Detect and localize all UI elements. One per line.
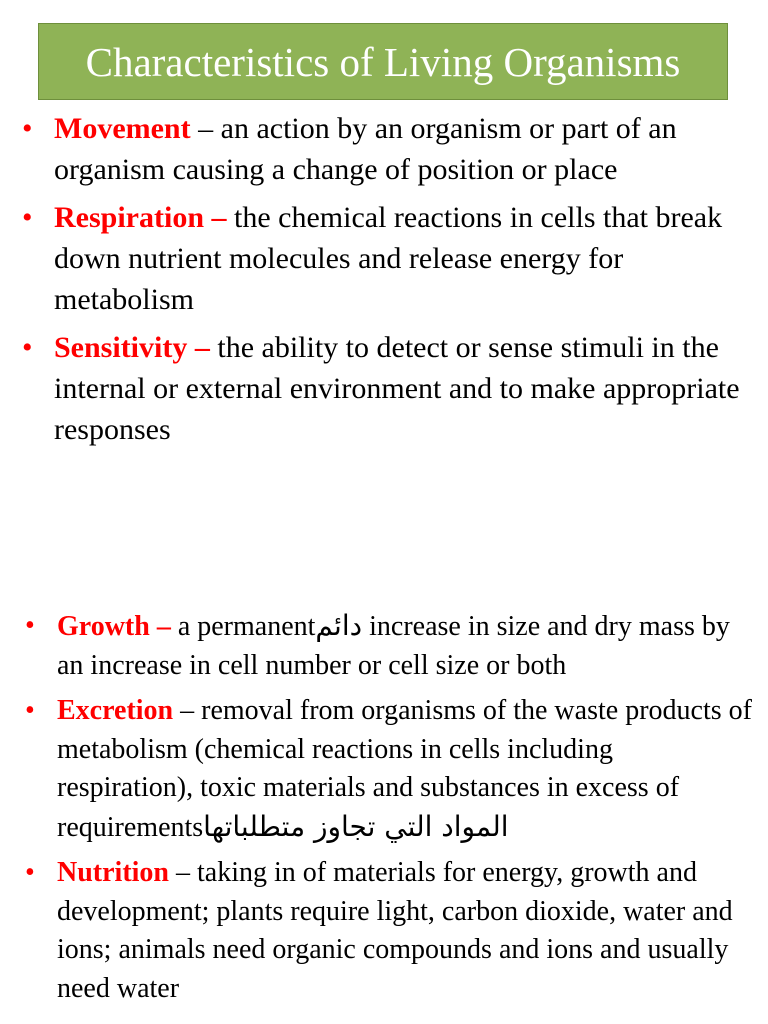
term-definition: a permanent bbox=[170, 611, 316, 642]
term-label: Growth – bbox=[57, 611, 171, 642]
term-definition: – an action by an organism or part of an organism causing a change of position or place bbox=[54, 112, 677, 186]
bullet-icon: • bbox=[22, 201, 33, 234]
bullet-icon: • bbox=[22, 331, 33, 364]
bullet-icon: • bbox=[25, 610, 35, 641]
bullet-icon: • bbox=[22, 112, 33, 145]
list-item-sensitivity bbox=[22, 327, 752, 450]
slide-title-banner bbox=[38, 23, 728, 100]
term-label: Movement bbox=[54, 112, 191, 145]
term-label: Nutrition bbox=[57, 857, 169, 888]
term-label: Respiration – bbox=[54, 201, 227, 234]
list-item-respiration bbox=[22, 197, 752, 320]
term-label: Sensitivity – bbox=[54, 331, 210, 364]
term-definition-cont: increase in size and dry mass by an increase in cell number or cell size or both bbox=[57, 611, 730, 681]
term-definition: – taking in of materials for energy, growth and development; plants require light, carbon dioxide, water and ions; animals need organic compounds and ions and usually need water bbox=[57, 857, 733, 1004]
list-item-movement bbox=[22, 108, 752, 190]
arabic-annotation: دائم bbox=[315, 609, 363, 642]
bullet-icon: • bbox=[25, 695, 35, 726]
bottom-bullet-list bbox=[25, 607, 755, 1015]
term-definition: – removal from organisms of the waste products of metabolism (chemical reactions in cells including respiration), toxic materials and substances in excess of requirements bbox=[57, 695, 752, 843]
arabic-annotation: المواد التي تجاوز متطلباتها bbox=[203, 809, 509, 843]
term-definition: the chemical reactions in cells that break down nutrient molecules and release energy for metabolism bbox=[54, 201, 723, 316]
slide-title: Characteristics of Living Organisms bbox=[85, 38, 681, 85]
list-item-excretion bbox=[25, 692, 755, 847]
list-item-growth bbox=[25, 607, 755, 685]
bullet-icon: • bbox=[25, 857, 35, 888]
term-label: Excretion bbox=[57, 695, 174, 726]
term-definition: the ability to detect or sense stimuli in the internal or external environment and to make appropriate responses bbox=[54, 331, 740, 446]
top-bullet-list bbox=[22, 108, 752, 457]
list-item-nutrition bbox=[25, 854, 755, 1008]
